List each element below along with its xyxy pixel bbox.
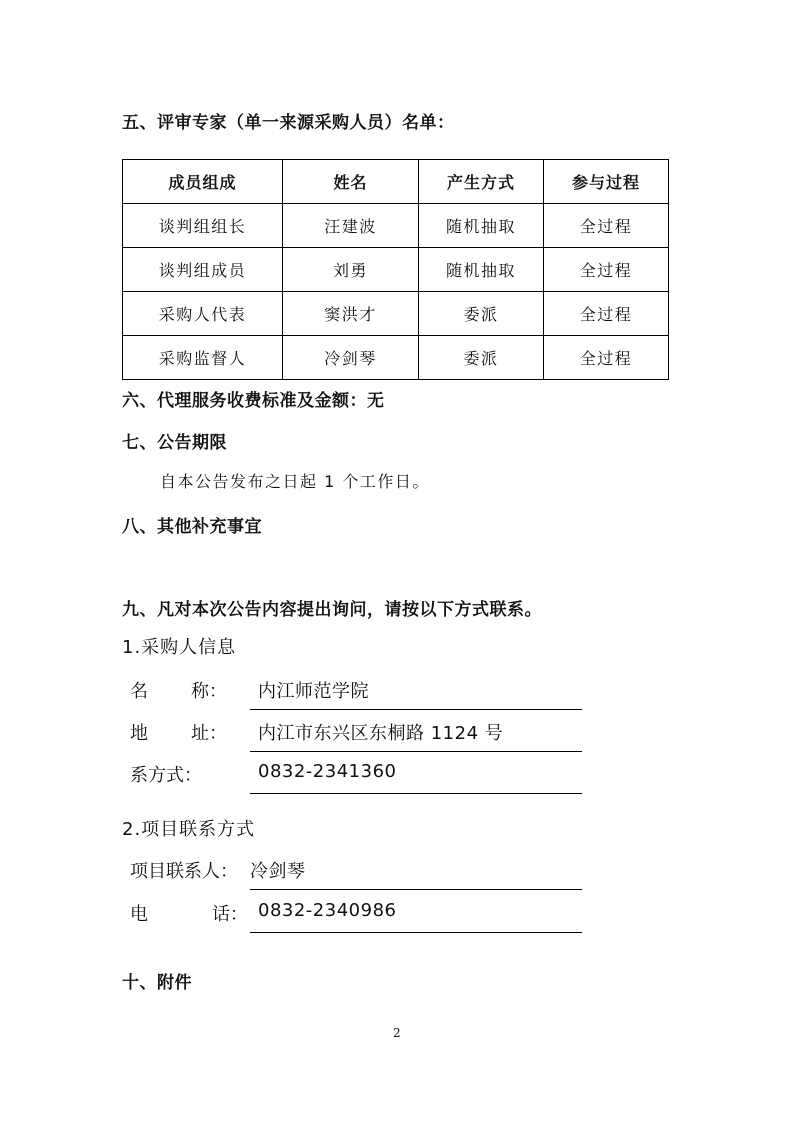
section-6-heading: 六、代理服务收费标准及金额：无 xyxy=(122,391,385,411)
address-underline xyxy=(250,751,582,752)
column-header: 参与过程 xyxy=(544,160,669,204)
column-header: 姓名 xyxy=(283,160,419,204)
table-cell: 谈判组成员 xyxy=(123,248,283,292)
table-cell: 委派 xyxy=(419,292,544,336)
section-10-heading: 十、附件 xyxy=(122,973,192,993)
table-cell: 随机抽取 xyxy=(419,204,544,248)
column-header: 产生方式 xyxy=(419,160,544,204)
project-contact-title: 2.项目联系方式 xyxy=(122,819,256,840)
table-row xyxy=(123,292,669,336)
table-cell: 刘勇 xyxy=(283,248,419,292)
section-8-heading: 八、其他补充事宜 xyxy=(122,517,262,537)
phone-underline xyxy=(250,932,582,933)
project-phone-label: 电 xyxy=(130,904,148,925)
name-underline xyxy=(250,709,582,710)
table-cell: 采购监督人 xyxy=(123,336,283,380)
purchaser-address-label-colon: 址： xyxy=(191,723,227,744)
announcement-period-text: 自本公告发布之日起 1 个工作日。 xyxy=(160,472,430,491)
table-cell: 委派 xyxy=(419,336,544,380)
project-contact-person-value: 冷剑琴 xyxy=(250,861,306,882)
table-row xyxy=(123,248,669,292)
table-cell: 谈判组组长 xyxy=(123,204,283,248)
project-contact-person-label: 项目联系人： xyxy=(130,861,238,882)
table-cell: 窦洪才 xyxy=(283,292,419,336)
table-row xyxy=(123,336,669,380)
purchaser-contact-value: 0832-2341360 xyxy=(258,761,397,782)
project-phone-label-colon: 话： xyxy=(212,904,248,925)
table-cell: 采购人代表 xyxy=(123,292,283,336)
purchaser-name-label-colon: 称： xyxy=(191,681,227,702)
table-cell: 汪建波 xyxy=(283,204,419,248)
contact-person-underline xyxy=(250,889,582,890)
table-header-row xyxy=(123,160,669,204)
review-experts-table xyxy=(122,159,669,380)
section-7-heading: 七、公告期限 xyxy=(122,433,227,453)
table-cell: 随机抽取 xyxy=(419,248,544,292)
purchaser-info-title: 1.采购人信息 xyxy=(122,637,237,658)
purchaser-contact-label: 系方式： xyxy=(130,765,202,786)
column-header: 成员组成 xyxy=(123,160,283,204)
purchaser-name-label: 名 xyxy=(130,681,148,702)
purchaser-address-value: 内江市东兴区东桐路 1124 号 xyxy=(258,723,504,744)
section-9-heading: 九、凡对本次公告内容提出询问，请按以下方式联系。 xyxy=(122,600,542,620)
table-row xyxy=(123,204,669,248)
project-phone-value: 0832-2340986 xyxy=(258,900,397,921)
purchaser-address-label: 地 xyxy=(130,723,148,744)
section-5-heading: 五、评审专家（单一来源采购人员）名单： xyxy=(122,113,455,133)
purchaser-name-value: 内江师范学院 xyxy=(258,681,369,702)
table-cell: 全过程 xyxy=(544,204,669,248)
contact-underline xyxy=(250,793,582,794)
table-cell: 全过程 xyxy=(544,248,669,292)
table-cell: 冷剑琴 xyxy=(283,336,419,380)
page-number: 2 xyxy=(393,1026,401,1040)
table-cell: 全过程 xyxy=(544,292,669,336)
table-cell: 全过程 xyxy=(544,336,669,380)
